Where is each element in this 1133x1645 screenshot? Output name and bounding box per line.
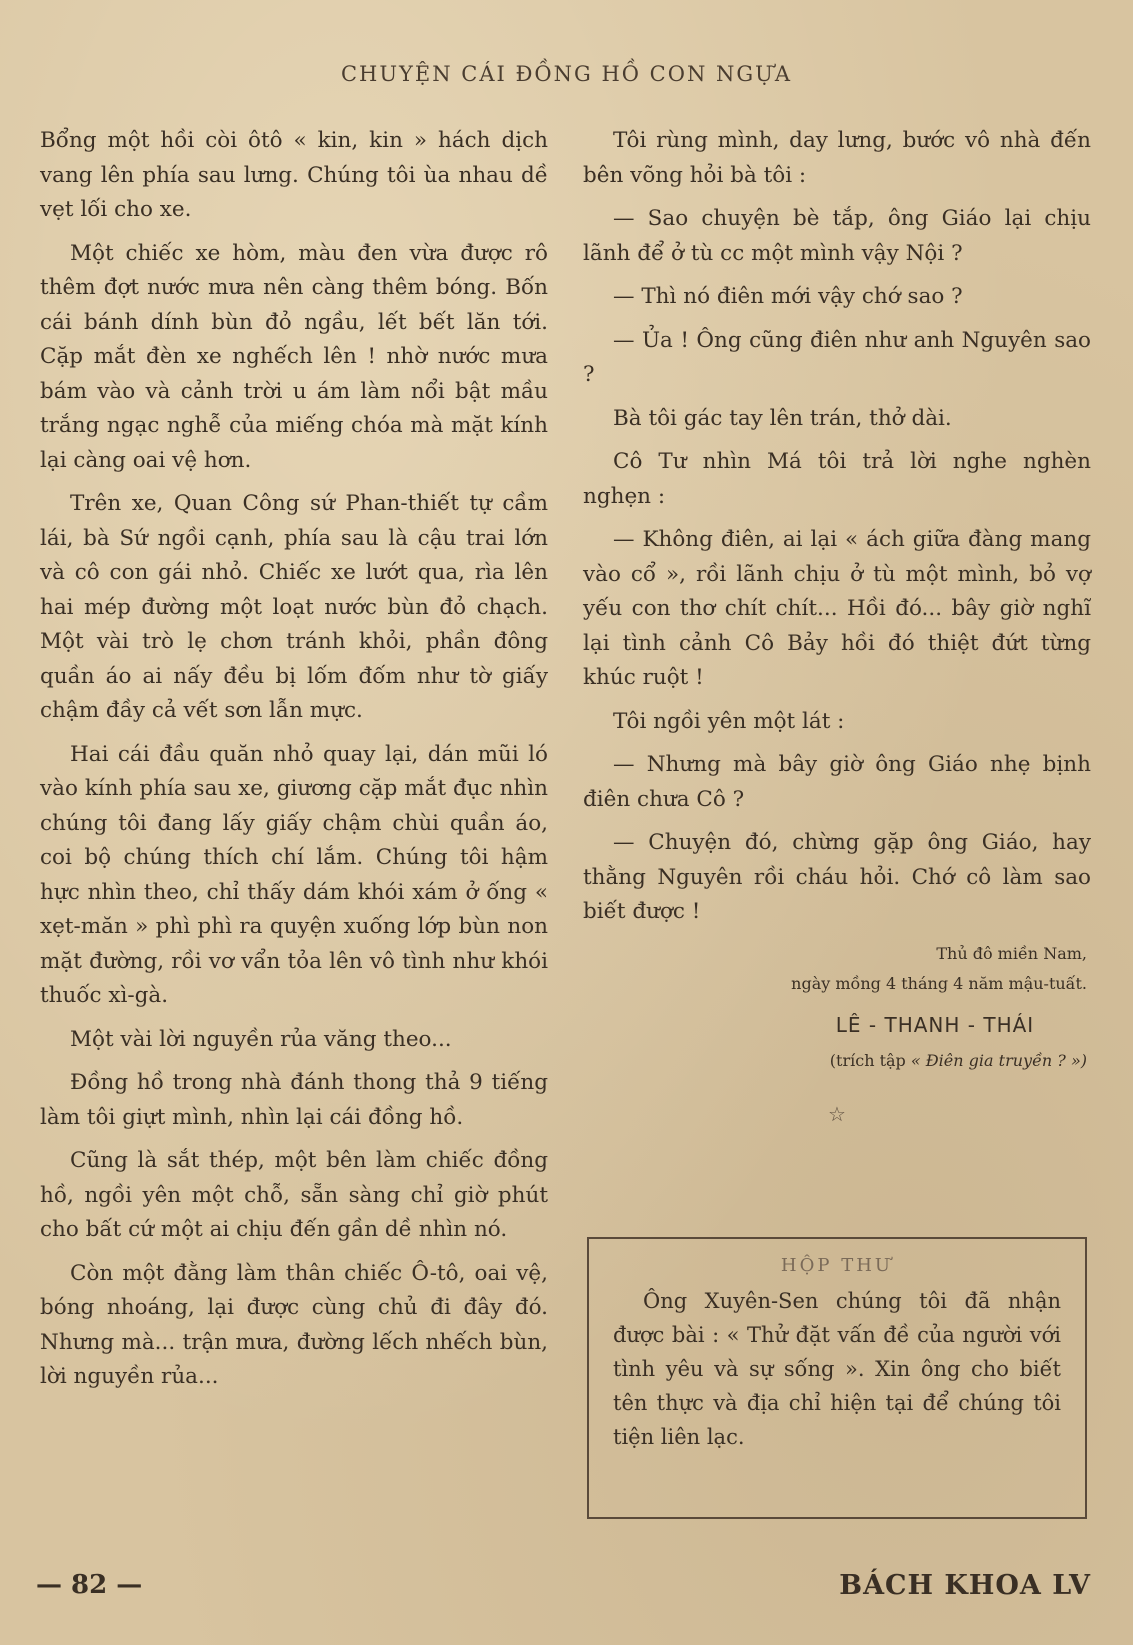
dialogue-line: — Nhưng mà bây giờ ông Giáo nhẹ bịnh điên chưa Cô ? xyxy=(583,752,1091,812)
paragraph: Bà tôi gác tay lên trán, thở dài. xyxy=(613,405,952,431)
signoff-date: ngày mồng 4 tháng 4 năm mậu-tuất. xyxy=(791,973,1087,993)
dialogue-line: — Sao chuyện bè tắp, ông Giáo lại chịu lãnh để ở tù cc một mình vậy Nội ? xyxy=(583,206,1091,266)
dialogue-line: — Không điên, ai lại « ách giữa đàng mang vào cổ », rồi lãnh chịu ở tù một mình, bỏ vợ yếu con thơ chít chít... Hồi đó... bây giờ nghĩ lại tình cảnh Cô Bảy hồi đó thiệt đứt từng khúc ruột ! xyxy=(583,527,1091,690)
paragraph: Hai cái đầu quăn nhỏ quay lại, dán mũi ló vào kính phía sau xe, giương cặp mắt đục nhìn chúng tôi đang lấy giấy chậm chùi quần áo, coi bộ chúng thích chí lắm. Chúng tôi hậm hực nhìn theo, chỉ thấy dám khói xám ở ống « xẹt-măn » phì phì ra quyện xuống lớp bùn non mặt đường, rồi vơ vẩn tỏa lên vô tình như khói thuốc xì-gà. xyxy=(40,741,548,1008)
paragraph: Cũng là sắt thép, một bên làm chiếc đồng hồ, ngồi yên một chỗ, sẵn sàng chỉ giờ phút cho bất cứ một ai chịu đến gần dề nhìn nó. xyxy=(40,1148,548,1242)
paragraph: Tôi rùng mình, day lưng, bước vô nhà đến bên võng hỏi bà tôi : xyxy=(583,128,1091,188)
left-column xyxy=(40,124,548,1404)
source-title: « Điên gia truyền ? ») xyxy=(910,1050,1087,1070)
paragraph: Một vài lời nguyền rủa văng theo... xyxy=(70,1026,452,1052)
running-title: CHUYỆN CÁI ĐỒNG HỒ CON NGỰA xyxy=(340,62,793,86)
notice-title: HỘP THƯ xyxy=(780,1255,894,1276)
paragraph: Trên xe, Quan Công sứ Phan-thiết tự cầm lái, bà Sứ ngồi cạnh, phía sau là cậu trai lớn và cô con gái nhỏ. Chiếc xe lướt qua, rìa lên hai mép đường một loạt nước bùn đỏ chạch. Một vài trò lẹ chơn tránh khỏi, phần đông quần áo ai nấy đều bị lốm đốm như tờ giấy chậm đầy cả vết sơn lẫn mực. xyxy=(40,491,548,723)
source-prefix: (trích tập xyxy=(829,1050,906,1070)
notice-body: Ông Xuyên-Sen chúng tôi đã nhận được bài : « Thử đặt vấn đề của người với tình yêu và sự sống ». Xin ông cho biết tên thực và địa chỉ hiện tại để chúng tôi tiện liên lạc. xyxy=(613,1289,1061,1449)
dialogue-line: — Thì nó điên mới vậy chớ sao ? xyxy=(613,284,963,309)
paragraph: Bổng một hồi còi ôtô « kin, kin » hách dịch vang lên phía sau lưng. Chúng tôi ùa nhau dề vẹt lối cho xe. xyxy=(40,128,548,222)
paragraph: Cô Tư nhìn Má tôi trả lời nghe nghèn nghẹn : xyxy=(583,449,1091,509)
star-ornament-icon: ☆ xyxy=(828,1101,846,1126)
paragraph: Một chiếc xe hòm, màu đen vừa được rô thêm đợt nước mưa nên càng thêm bóng. Bốn cái bánh dính bùn đỏ ngầu, lết bết lăn tới. Cặp mắt đèn xe nghếch lên ! nhờ nước mưa bám vào và cảnh trời u ám làm nổi bật mầu trắng ngạc nghễ của miếng chóa mà mặt kính lại càng oai vệ hơn. xyxy=(40,240,548,473)
mailbox-notice xyxy=(587,1237,1087,1519)
signoff-place: Thủ đô miền Nam, xyxy=(936,943,1087,963)
author-name: LÊ - THANH - THÁI xyxy=(835,1012,1035,1037)
signoff xyxy=(583,939,1091,1077)
source-citation xyxy=(583,1045,1087,1077)
paragraph: Còn một đằng làm thân chiếc Ô-tô, oai vệ, bóng nhoáng, lại được cùng chủ đi đây đó. Nhưng mà... trận mưa, đường lếch nhếch bùn, lời nguyền rủa... xyxy=(40,1260,548,1389)
magazine-name: BÁCH KHOA LV xyxy=(839,1570,1091,1601)
right-column xyxy=(583,124,1091,1149)
dialogue-line: — Chuyện đó, chừng gặp ông Giáo, hay thằng Nguyên rồi cháu hỏi. Chớ cô làm sao biết được ! xyxy=(583,830,1091,924)
paragraph: Đồng hồ trong nhà đánh thong thả 9 tiếng làm tôi giựt mình, nhìn lại cái đồng hồ. xyxy=(40,1070,548,1130)
paragraph: Tôi ngồi yên một lát : xyxy=(613,708,845,734)
page-number: — 82 — xyxy=(36,1570,143,1600)
dialogue-line: — Ủa ! Ông cũng điên như anh Nguyên sao ? xyxy=(583,327,1091,387)
